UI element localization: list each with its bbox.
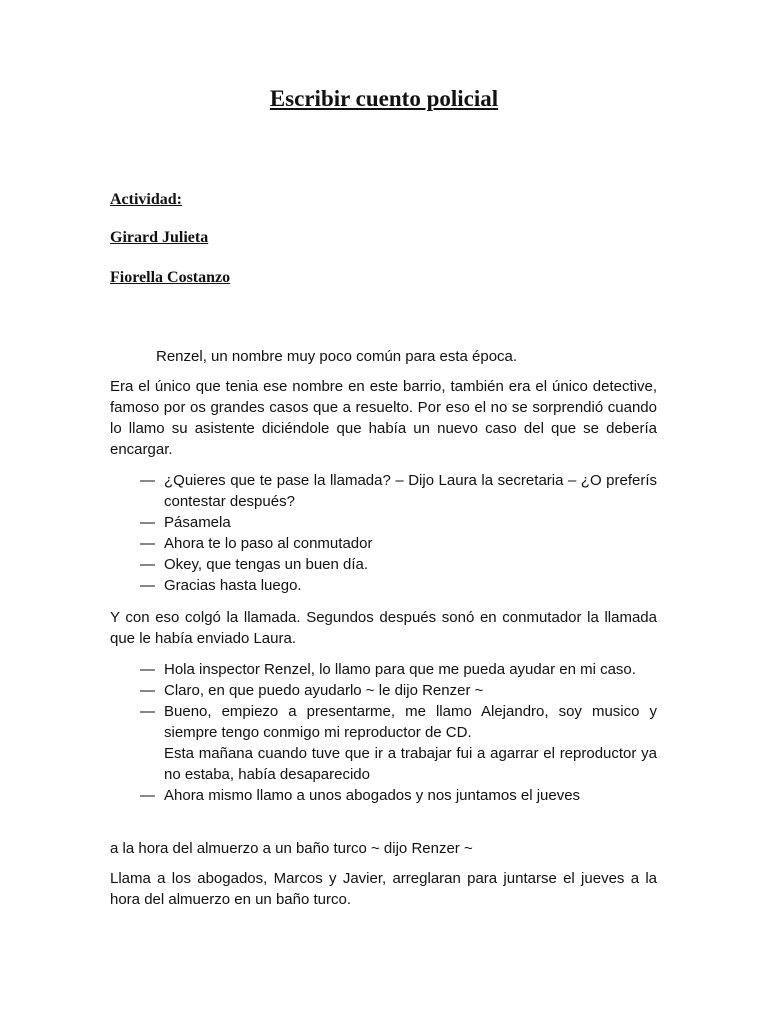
dash-marker: — (140, 703, 155, 720)
dialogue-continuation: Esta mañana cuando tuve que ir a trabajar fui a agarrar el reproductor ya no estaba, había desaparecido (164, 745, 657, 783)
heading-author-1: Girard Julieta (110, 229, 209, 246)
dialogue-line (140, 701, 657, 785)
dialogue-text: Bueno, empiezo a presentarme, me llamo Alejandro, soy musico y siempre tengo conmigo mi reproductor de CD. (164, 703, 657, 741)
dialogue-text: ¿Quieres que te pase la llamada? – Dijo Laura la secretaria – ¿O preferís contestar después? (164, 472, 657, 510)
dialogue-list-2 (140, 659, 657, 806)
dash-marker: — (140, 472, 155, 489)
dialogue-line (140, 659, 657, 680)
dialogue-text: Ahora mismo llamo a unos abogados y nos juntamos el jueves (164, 787, 581, 804)
paragraph-lawyers: Llama a los abogados, Marcos y Javier, arreglaran para juntarse el jueves a la hora del almuerzo en un baño turco. (110, 870, 657, 908)
paragraph-call: Y con eso colgó la llamada. Segundos después sonó en conmutador la llamada que le había enviado Laura. (110, 609, 657, 647)
dialogue-text: Pásamela (164, 514, 231, 531)
dash-marker: — (140, 514, 155, 531)
dialogue-list-1 (140, 470, 657, 596)
dialogue-line (140, 512, 657, 533)
dialogue-text: Ahora te lo paso al conmutador (164, 535, 373, 552)
dash-marker: — (140, 535, 155, 552)
dialogue-line (140, 680, 657, 701)
heading-author-2: Fiorella Costanzo (110, 269, 231, 286)
paragraph-intro: Renzel, un nombre muy poco común para esta época. (156, 348, 518, 365)
dialogue-text: Hola inspector Renzel, lo llamo para que me pueda ayudar en mi caso. (164, 661, 636, 678)
dialogue-line (140, 533, 657, 554)
dialogue-text: Okey, que tengas un buen día. (164, 556, 369, 573)
paragraph-detective: Era el único que tenia ese nombre en este barrio, también era el único detective, famoso por os grandes casos que a resuelto. Por eso el no se sorprendió cuando lo llamo su asistente diciéndole que había un nuevo caso del que se debería encargar. (110, 378, 657, 458)
dialogue-line (140, 470, 657, 512)
dialogue-line (140, 575, 657, 596)
dash-marker: — (140, 787, 155, 804)
dialogue-text: Claro, en que puedo ayudarlo ~ le dijo Renzer ~ (164, 682, 484, 699)
document-title: Escribir cuento policial (269, 86, 499, 111)
dash-marker: — (140, 556, 155, 573)
heading-activity: Actividad: (110, 191, 182, 208)
paragraph-lunch: a la hora del almuerzo a un baño turco ~ dijo Renzer ~ (110, 840, 473, 857)
dash-marker: — (140, 661, 155, 678)
dialogue-line (140, 785, 657, 806)
dialogue-line (140, 554, 657, 575)
dash-marker: — (140, 577, 155, 594)
dialogue-text: Gracias hasta luego. (164, 577, 302, 594)
dash-marker: — (140, 682, 155, 699)
